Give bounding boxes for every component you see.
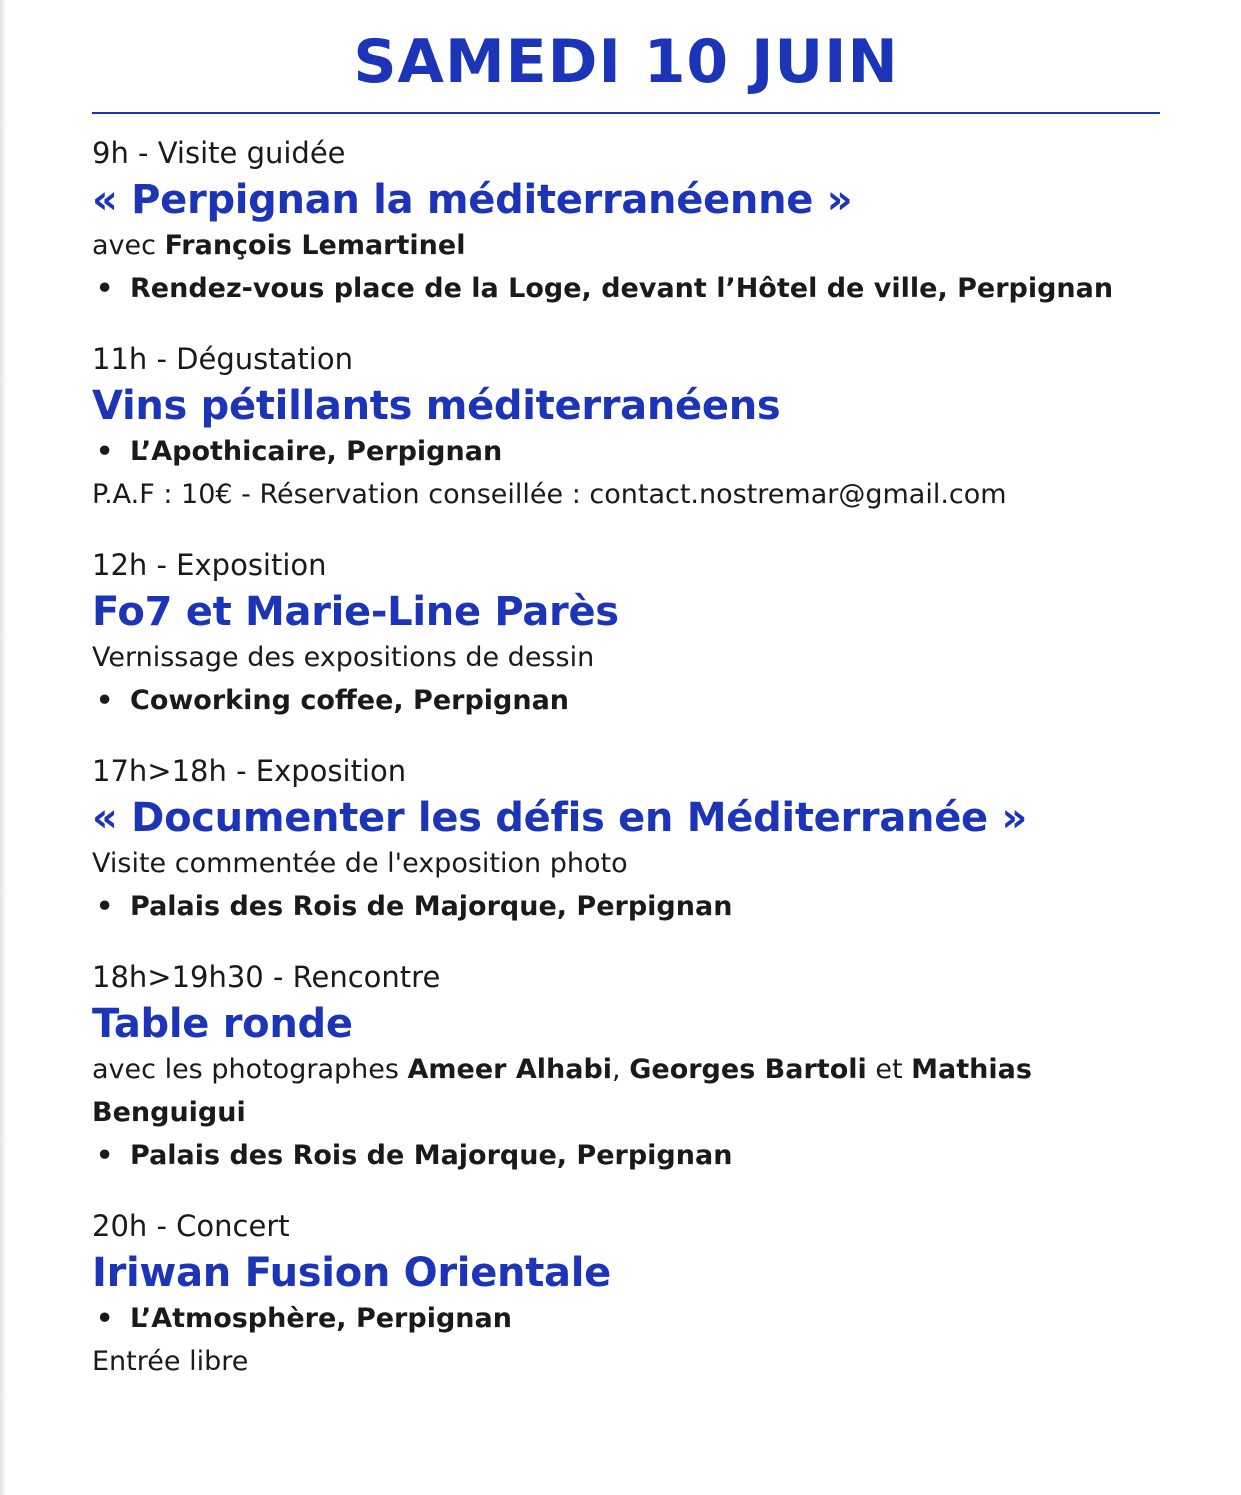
event-description: Vernissage des expositions de dessin (92, 642, 595, 673)
event-time: 18h>19h30 - Rencontre (92, 960, 441, 994)
place-text: Palais des Rois de Majorque, Perpignan (130, 1140, 733, 1171)
place-text: Rendez-vous place de la Loge, devant l’Hôtel de ville, Perpignan (130, 273, 1114, 304)
event-place (92, 1134, 1172, 1177)
event-note: Entrée libre (92, 1346, 249, 1377)
page-edge-shadow (0, 0, 6, 1495)
event-time: 20h - Concert (92, 1209, 290, 1243)
event-title: « Documenter les défis en Méditerranée » (92, 795, 1028, 841)
guest-name: Mathias Benguigui (92, 1054, 1032, 1128)
event-place (92, 885, 1172, 928)
event-time: 17h>18h - Exposition (92, 754, 407, 788)
title-divider (92, 112, 1160, 114)
event-title: Fo7 et Marie-Line Parès (92, 589, 619, 635)
event-list (92, 130, 1172, 1409)
event-note: P.A.F : 10€ - Réservation conseillée : contact.nostremar@gmail.com (92, 479, 1007, 510)
event-exposition-dessin (92, 542, 1172, 722)
event-exposition-photo (92, 748, 1172, 928)
guest-name: Ameer Alhabi (407, 1054, 613, 1085)
page-title: SAMEDI 10 JUIN (353, 27, 899, 97)
event-time: 9h - Visite guidée (92, 136, 346, 170)
event-time: 11h - Dégustation (92, 342, 353, 376)
place-text: L’Apothicaire, Perpignan (130, 436, 503, 467)
bullet-icon: • (96, 685, 114, 716)
event-title: Table ronde (92, 1001, 353, 1047)
event-visite-guidee (92, 130, 1172, 310)
event-title: Vins pétillants méditerranéens (92, 383, 781, 429)
separator: et (866, 1054, 912, 1085)
event-place (92, 267, 1172, 310)
event-place (92, 679, 1172, 722)
bullet-icon: • (96, 436, 114, 467)
event-place (92, 430, 1172, 473)
event-concert (92, 1203, 1172, 1383)
with-prefix: avec les photographes (92, 1054, 408, 1085)
event-place (92, 1297, 1172, 1340)
place-text: Coworking coffee, Perpignan (130, 685, 570, 716)
event-title: Iriwan Fusion Orientale (92, 1250, 611, 1296)
bullet-icon: • (96, 1303, 114, 1334)
bullet-icon: • (96, 891, 114, 922)
event-degustation (92, 336, 1172, 516)
guest-name: Georges Bartoli (629, 1054, 867, 1085)
event-guests (92, 1048, 1132, 1134)
event-guide (92, 224, 1172, 267)
bullet-icon: • (96, 1140, 114, 1171)
with-prefix: avec (92, 230, 165, 261)
place-text: L’Atmosphère, Perpignan (130, 1303, 512, 1334)
guide-name: François Lemartinel (164, 230, 466, 261)
event-time: 12h - Exposition (92, 548, 327, 582)
bullet-icon: • (96, 273, 114, 304)
separator: , (612, 1054, 630, 1085)
event-description: Visite commentée de l'exposition photo (92, 848, 628, 879)
event-table-ronde (92, 954, 1172, 1177)
event-title: « Perpignan la méditerranéenne » (92, 177, 853, 223)
place-text: Palais des Rois de Majorque, Perpignan (130, 891, 733, 922)
